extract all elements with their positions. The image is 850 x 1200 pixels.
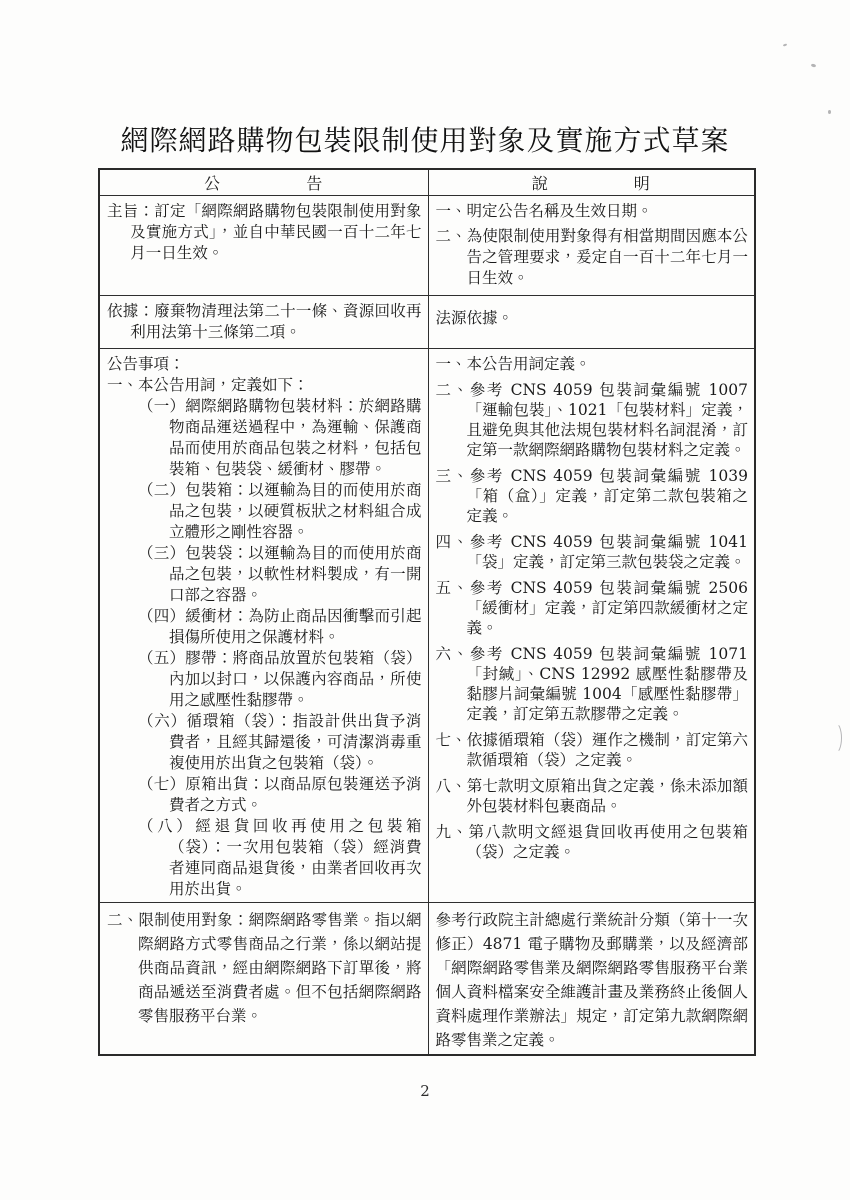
paragraph: 二、為使限制使用對象得有相當期間因應本公告之管理要求，爰定自一百十二年七月一日生效。: [435, 227, 748, 287]
announcement-table-body: [99, 196, 755, 1056]
paragraph: 四、參考 CNS 4059 包裝詞彙編號 1041「袋」定義，訂定第三款包裝袋之定義。: [435, 533, 748, 571]
announcement-cell: [99, 349, 428, 903]
paragraph: 七、依據循環箱（袋）運作之機制，訂定第六款循環箱（袋）之定義。: [435, 731, 748, 769]
header-cell-announcement: 公 告: [99, 169, 428, 196]
paragraph: 二、限制使用對象：網際網路零售業。指以網際網路方式零售商品之行業，係以網站提供商品資訊，經由網際網路下訂單後，將商品遞送至消費者處。但不包括網際網路零售服務平台業。: [107, 911, 422, 1025]
paragraph: 一、本公告用詞定義。: [435, 355, 591, 373]
explanation-cell: [428, 903, 755, 1056]
paragraph: （八）經退貨回收再使用之包裝箱（袋）：一次用包裝箱（袋）經消費者連同商品退貨後，由業者回收再次用於出貨。: [138, 817, 422, 898]
paragraph: （五）膠帶：將商品放置於包裝箱（袋）內加以封口，以保護內容商品，所使用之感壓性黏膠帶。: [138, 649, 422, 709]
paragraph: 八、第七款明文原箱出貨之定義，係未添加額外包裝材料包裹商品。: [435, 777, 748, 815]
table-row: [99, 349, 755, 903]
paragraph: 一、本公告用詞，定義如下：: [107, 376, 309, 394]
paragraph: （三）包裝袋：以運輸為目的而使用於商品之包裝，以軟性材料製成，有一開口部之容器。: [138, 544, 422, 604]
explanation-cell: [428, 196, 755, 296]
paragraph: 參考行政院主計總處行業統計分類（第十一次修正）4871 電子購物及郵購業，以及經濟部「網際網路零售業及網際網路零售服務平台業個人資料檔案安全維護計畫及業務終止後個人資料處理作業辦法」規定，訂定第九款網際網路零售業之定義。: [435, 911, 748, 1049]
paragraph: （二）包裝箱：以運輸為目的而使用於商品之包裝，以硬質板狀之材料組合成立體形之剛性容器。: [138, 481, 422, 541]
announcement-table: [98, 168, 756, 1056]
paragraph: （四）緩衝材：為防止商品因衝擊而引起損傷所使用之保護材料。: [138, 607, 422, 646]
announcement-cell: [99, 296, 428, 349]
page-number: 2: [420, 1082, 430, 1100]
paragraph: （六）循環箱（袋）：指設計供出貨予消費者，且經其歸還後，可清潔消毒重複使用於出貨之包裝箱（袋）。: [138, 712, 422, 772]
explanation-cell: [428, 296, 755, 349]
paragraph: 依據：廢棄物清理法第二十一條、資源回收再利用法第十三條第二項。: [107, 302, 422, 341]
explanation-cell: [428, 349, 755, 903]
paragraph: 六、參考 CNS 4059 包裝詞彙編號 1071「封緘」、CNS 12992 感壓性黏膠帶及黏膠片詞彙編號 1004「感壓性黏膠帶」定義，訂定第五款膠帶之定義。: [435, 645, 748, 723]
scan-speck: [811, 63, 817, 67]
paragraph: 公告事項：: [107, 355, 185, 373]
scan-speck: [783, 43, 787, 46]
paragraph: （一）網際網路購物包裝材料：於網路購物商品運送過程中，為運輸、保護商品而使用於商品包裝之材料，包括包裝箱、包裝袋、緩衝材、膠帶。: [138, 397, 422, 478]
paragraph: 三、參考 CNS 4059 包裝詞彙編號 1039「箱（盒）」定義，訂定第二款包裝箱之定義。: [435, 467, 748, 525]
table-row: [99, 903, 755, 1056]
paragraph: 五、參考 CNS 4059 包裝詞彙編號 2506「緩衝材」定義，訂定第四款緩衝材之定義。: [435, 579, 748, 637]
paragraph: 二、參考 CNS 4059 包裝詞彙編號 1007「運輸包裝」、1021「包裝材料」定義，且避免與其他法規包裝材料名詞混淆，訂定第一款網際網路購物包裝材料之定義。: [435, 381, 748, 459]
paragraph: 九、第八款明文經退貨回收再使用之包裝箱（袋）之定義。: [435, 823, 748, 861]
paragraph: 主旨：訂定「網際網路購物包裝限制使用對象及實施方式」，並自中華民國一百十二年七月一日生效。: [107, 202, 422, 262]
paragraph: 一、明定公告名稱及生效日期。: [435, 202, 653, 220]
announcement-cell: [99, 903, 428, 1056]
paragraph: （七）原箱出貨：以商品原包裝運送予消費者之方式。: [138, 775, 422, 814]
scan-speck: [828, 110, 831, 114]
table-row: [99, 196, 755, 296]
paragraph: 法源依據。: [435, 309, 514, 327]
table-header: [99, 169, 755, 196]
document-title: 網際網路購物包裝限制使用對象及實施方式草案: [120, 124, 730, 157]
scan-artifact: [828, 722, 842, 754]
table-header-row: [99, 169, 755, 196]
header-cell-explanation: 說 明: [428, 169, 755, 196]
announcement-cell: [99, 196, 428, 296]
table-row: [99, 296, 755, 349]
